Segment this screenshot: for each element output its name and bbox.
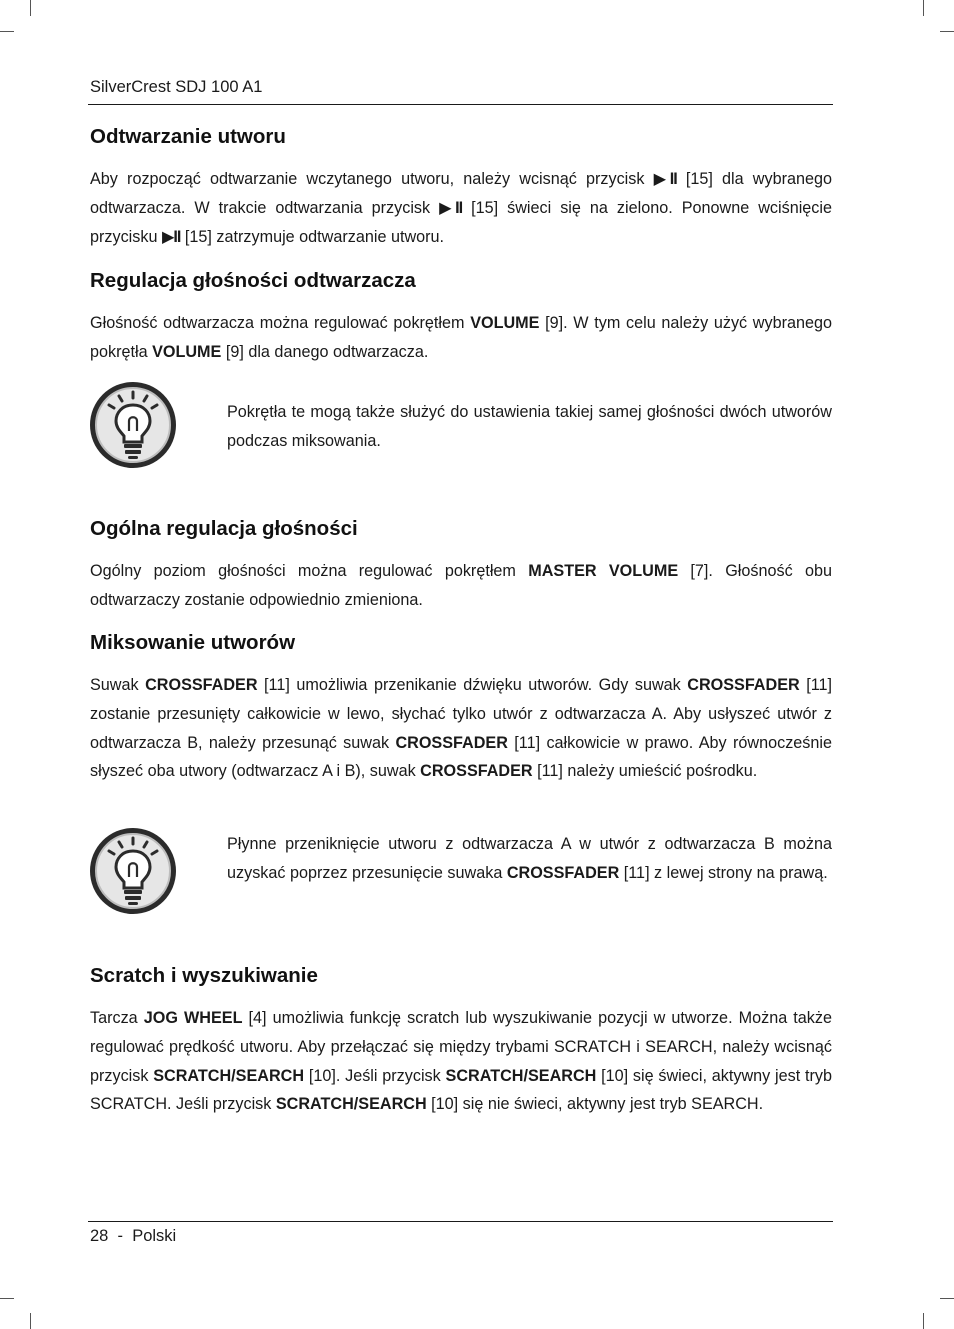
crop-mark: [923, 0, 924, 16]
paragraph-player-volume: Głośność odtwarzacza można regulować pokrętłem VOLUME [9]. W tym celu należy użyć wybranego pokrętła VOLUME [9] dla danego odtwarzacza.: [90, 314, 832, 361]
crop-mark: [940, 31, 954, 32]
play-pause-icon: ▶II: [161, 227, 181, 246]
paragraph-scratch: Tarcza JOG WHEEL [4] umożliwia funkcję scratch lub wyszukiwanie pozycji w utworze. Można także regulować prędkość utworu. Aby przełączać się między trybami SCRATCH i SEARCH, należy wcisnąć przycisk SCRATCH/SEARCH [10]. Jeśli przycisk SCRATCH/SEARCH [10] się świeci, aktywny jest tryb SCRATCH. Jeśli przycisk SCRATCH/SEARCH [10] się nie świeci, aktywny jest tryb SEARCH.: [90, 1009, 832, 1114]
section-title-playback: Odtwarzanie utworu: [90, 125, 286, 148]
section-title-master-volume: Ogólna regulacja głośności: [90, 517, 358, 540]
paragraph-mixing: Suwak CROSSFADER [11] umożliwia przenikanie dźwięku utworów. Gdy suwak CROSSFADER [11] zostanie przesunięty całkowicie w lewo, słychać tylko utwór z odtwarzacza A. Aby usłyszeć utwór z odtwarzacza B, należy przesunąć suwak CROSSFADER [11] całkowicie w prawo. Aby równocześnie słyszeć oba utwory (odtwarzacz A i B), suwak CROSSFADER [11] należy umieścić pośrodku.: [90, 676, 833, 781]
page-header-title: SilverCrest SDJ 100 A1: [90, 78, 263, 96]
page-language: Polski: [132, 1227, 177, 1245]
header-rule: [88, 104, 833, 105]
page-number: 28: [90, 1227, 109, 1245]
section-title-mixing: Miksowanie utworów: [90, 631, 296, 654]
footer-rule: [88, 1221, 833, 1222]
section-title-scratch: Scratch i wyszukiwanie: [90, 964, 318, 987]
lightbulb-icon: [89, 381, 179, 471]
lightbulb-icon: [89, 827, 179, 917]
paragraph-master-volume: Ogólny poziom głośności można regulować pokrętłem MASTER VOLUME [7]. Głośność obu odtwarzaczy zostanie odpowiednio zmieniona.: [90, 562, 833, 609]
tip-mixing: Płynne przeniknięcie utworu z odtwarzacza A w utwór z odtwarzacza B można uzyskać poprzez przesunięcie suwaka CROSSFADER [11] z lewej strony na prawą.: [227, 835, 832, 882]
crop-mark: [0, 1298, 14, 1299]
crop-mark: [923, 1313, 924, 1329]
tip-player-volume: Pokrętła te mogą także służyć do ustawienia takiej samej głośności dwóch utworów podczas miksowania.: [227, 403, 832, 450]
paragraph-playback: Aby rozpocząć odtwarzanie wczytanego utworu, należy wcisnąć przycisk ▶II [15] dla wybranego odtwarzacza. W trakcie odtwarzania przycisk ▶II [15] świeci się na zielono. Ponowne wciśnięcie przycisku ▶II [15] zatrzymuje odtwarzanie utworu.: [90, 170, 832, 246]
crop-mark: [30, 0, 31, 16]
crop-mark: [0, 31, 14, 32]
crop-mark: [30, 1313, 31, 1329]
page-footer: 28 - Polski: [90, 1227, 177, 1245]
section-title-player-volume: Regulacja głośności odtwarzacza: [90, 269, 416, 292]
play-pause-icon: ▶II: [653, 170, 677, 188]
play-pause-icon: ▶II: [439, 198, 463, 217]
crop-mark: [940, 1298, 954, 1299]
